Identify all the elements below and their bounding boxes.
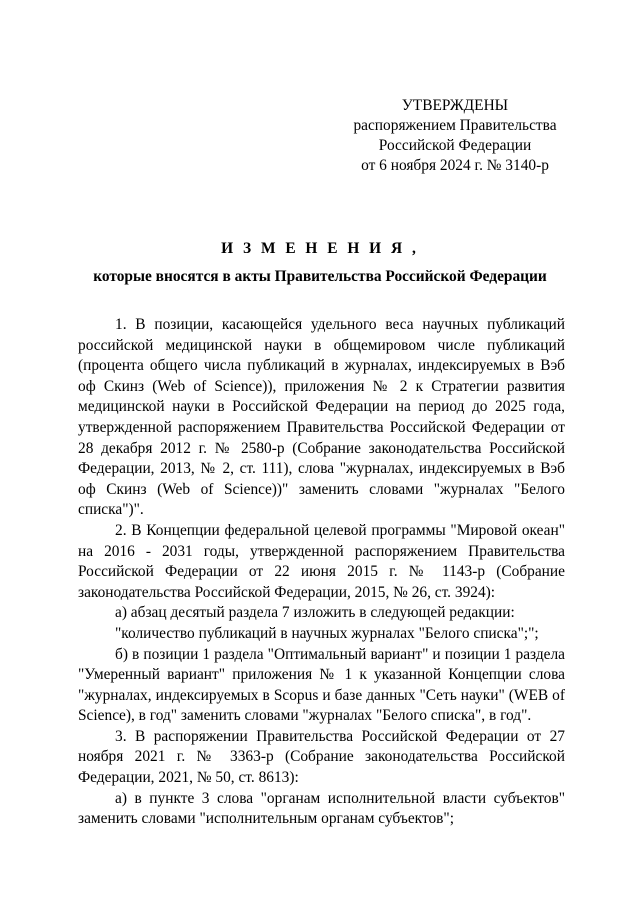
- approval-heading: УТВЕРЖДЕНЫ: [401, 97, 509, 114]
- document-title: И З М Е Н Е Н И Я ,: [221, 240, 419, 257]
- paragraph-item-2b: б) в позиции 1 раздела "Оптимальный вариант" и позиции 1 раздела "Умеренный вариант" приложения № 1 к указанной Концепции слова "журналах, индексируемых в Scopus и базе данных "Сеть науки" (WEB of Science), в год" заменить словами "журналах "Белого списка", в год".: [78, 645, 565, 725]
- paragraph-item-2a: а) абзац десятый раздела 7 изложить в следующей редакции:: [115, 604, 515, 622]
- document-body: [78, 315, 565, 830]
- paragraph-item-2: 2. В Концепции федеральной целевой программы "Мировой океан" на 2016 - 2031 годы, утвержденной распоряжением Правительства Российской Федерации от 22 июня 2015 г. № 1143-р (Собрание законодательства Российской Федерации, 2015, № 26, ст. 3924):: [78, 521, 565, 601]
- document-subtitle: которые вносятся в акты Правительства Российской Федерации: [93, 268, 547, 285]
- approval-stamp: [340, 96, 570, 176]
- paragraph-item-3: 3. В распоряжении Правительства Российской Федерации от 27 ноября 2021 г. № 3363-р (Собрание законодательства Российской Федерации, 2021, № 50, ст. 8613):: [78, 727, 565, 787]
- paragraph-item-1: 1. В позиции, касающейся удельного веса научных публикаций российской медицинской науки в общемировом числе публикаций (процента общего числа публикаций в журналах, индексируемых в Вэб оф Скинз (Web of Science)), приложения № 2 к Стратегии развития медицинской науки в Российской Федерации на период до 2025 года, утвержденной распоряжением Правительства Российской Федерации от 28 декабря 2012 г. № 2580-р (Собрание законодательства Российской Федерации, 2013, № 2, ст. 111), слова "журналах, индексируемых в Вэб оф Скинз (Web of Science))" заменить словами "журналах "Белого списка")".: [78, 316, 565, 519]
- paragraph-item-2a-quote: "количество публикаций в научных журналах "Белого списка";";: [115, 624, 539, 642]
- approval-line-by-order: распоряжением Правительства: [353, 117, 557, 134]
- approval-line-federation: Российской Федерации: [378, 137, 532, 154]
- paragraph-item-3a: а) в пункте 3 слова "органам исполнительной власти субъектов" заменить словами "исполнительным органам субъектов";: [78, 789, 565, 828]
- approval-line-date-number: от 6 ноября 2024 г. № 3140-р: [361, 157, 549, 174]
